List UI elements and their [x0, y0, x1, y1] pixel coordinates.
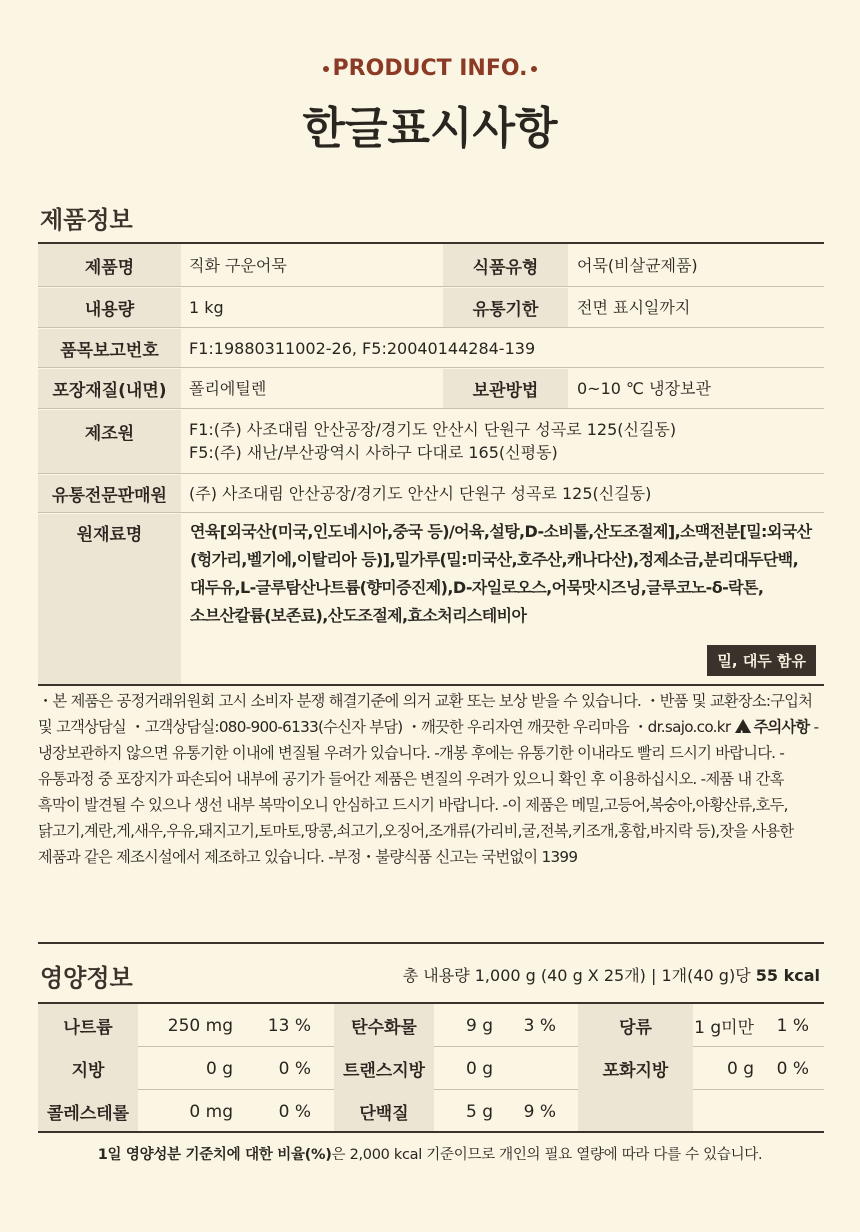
- warning-heading: [735, 718, 810, 736]
- value-manufacturer-2: F5:(주) 새난/부산광역시 사하구 다대로 165(신평동): [189, 443, 558, 462]
- nutrient-amount: 0 g: [205, 1058, 233, 1079]
- nutrient-percent: 0 %: [776, 1058, 809, 1079]
- nutrient-label: 트랜스지방: [334, 1047, 434, 1090]
- kicker-text: PRODUCT INFO.: [332, 56, 528, 81]
- nutrition-title: 영양정보: [40, 964, 133, 992]
- nutrition-kcal: 55 kcal: [755, 966, 820, 985]
- nutrition-row: [38, 1090, 824, 1133]
- nutrient-percent: 0 %: [278, 1101, 311, 1122]
- value-storage: 0~10 ℃ 냉장보관: [577, 379, 711, 398]
- nutrient-amount: 5 g: [465, 1101, 493, 1122]
- row-report-number: [38, 329, 824, 368]
- row-name-type: [38, 244, 824, 287]
- label-packaging: 포장재질(내면): [38, 369, 181, 408]
- value-packaging: 폴리에틸렌: [189, 379, 267, 398]
- nutrient-amount: [693, 1090, 754, 1133]
- nutrient-label: 콜레스테롤: [38, 1090, 138, 1133]
- footnote-text: 은 2,000 kcal 기준이므로 개인의 필요 열량에 따라 다를 수 있습니다.: [331, 1147, 763, 1163]
- nutrient-amount: 0 g: [465, 1058, 493, 1079]
- nutrition-footnote: [0, 1143, 860, 1164]
- allergy-badge: 밀, 대두 함유: [707, 645, 816, 676]
- label-manufacturer: 제조원: [38, 410, 181, 473]
- nutrient-amount: 1 g미만: [694, 1018, 754, 1038]
- nutrient-amount: 0 g: [726, 1058, 754, 1079]
- warning-icon: [735, 719, 751, 733]
- value-manufacturer-1: F1:(주) 사조대림 안산공장/경기도 안산시 단원구 성곡로 125(신길동): [189, 420, 677, 439]
- nutrient-label: 나트륨: [38, 1004, 138, 1047]
- dot-icon: [531, 66, 537, 72]
- nutrient-label: 단백질: [334, 1090, 434, 1133]
- row-distributor: [38, 475, 824, 513]
- value-product-name: 직화 구운어묵: [189, 255, 287, 275]
- value-ingredients: 연육[외국산(미국,인도네시아,중국 등)/어육,설탕,D-소비톨,산도조절제],소맥전분[밀:외국산(헝가리,벨기에,이탈리아 등)],밀가루(밀:미국산,호주산,캐나다산),정제소금,분리대두단백,대두유,L-글루탐산나트륨(향미증진제),D-자일로오스,어묵맛시즈닝,글루코노-δ-락톤,소브산칼륨(보존료),산도조절제,효소처리스테비아: [190, 522, 812, 625]
- value-expiry: 전면 표시일까지: [577, 298, 691, 317]
- nutrition-total-text: 총 내용량 1,000 g (40 g X 25개) | 1개(40 g)당: [402, 966, 756, 985]
- warning-label: 주의사항: [753, 718, 810, 736]
- nutrient-label: 당류: [578, 1004, 693, 1047]
- divider: [38, 1131, 824, 1133]
- nutrient-percent: 0 %: [278, 1058, 311, 1079]
- nutrient-amount: 0 mg: [189, 1101, 233, 1122]
- nutrition-total: [403, 963, 820, 986]
- product-info-kicker: [0, 56, 860, 81]
- product-info-title: 제품정보: [40, 206, 133, 234]
- label-ingredients: 원재료명: [38, 514, 181, 684]
- page-title: 한글표시사항: [302, 103, 558, 154]
- label-report-number: 품목보고번호: [38, 329, 181, 367]
- label-food-type: 식품유형: [443, 244, 568, 286]
- dot-icon: [323, 66, 329, 72]
- row-packaging-storage: [38, 369, 824, 409]
- nutrient-percent: 13 %: [267, 1015, 311, 1036]
- nutrient-percent: 1 %: [776, 1015, 809, 1036]
- value-volume: 1 kg: [189, 298, 224, 317]
- divider: [38, 942, 824, 944]
- nutrient-percent: 9 %: [523, 1101, 556, 1122]
- nutrient-label: 포화지방: [578, 1047, 693, 1090]
- value-food-type: 어묵(비살균제품): [577, 255, 698, 275]
- notice-text: [38, 688, 824, 870]
- nutrient-label: [578, 1090, 693, 1133]
- label-product-name: 제품명: [38, 244, 181, 286]
- label-storage: 보관방법: [443, 369, 568, 408]
- row-volume-expiry: [38, 288, 824, 328]
- label-expiry: 유통기한: [443, 288, 568, 327]
- nutrition-row: [38, 1047, 824, 1090]
- divider: [38, 684, 824, 686]
- nutrient-percent: [754, 1090, 809, 1133]
- footnote-bold: 1일 영양성분 기준치에 대한 비율(%): [97, 1147, 332, 1163]
- value-report-number: F1:19880311002-26, F5:20040144284-139: [189, 338, 536, 358]
- nutrition-row: [38, 1004, 824, 1047]
- label-volume: 내용량: [38, 288, 181, 327]
- nutrient-percent: [493, 1047, 556, 1090]
- row-manufacturer: [38, 410, 824, 474]
- label-distributor: 유통전문판매원: [38, 475, 181, 512]
- value-distributor: (주) 사조대림 안산공장/경기도 안산시 단원구 성곡로 125(신길동): [189, 484, 652, 503]
- warning-text: -냉장보관하지 않으면 유통기한 이내에 변질될 우려가 있습니다. -개봉 후에는 유통기한 이내라도 빨리 드시기 바랍니다. -유통과정 중 포장지가 파손되어 내부에 공기가 들어간 제품은 변질의 우려가 있으니 확인 후 이용하십시오. -제품 내 간혹 흑막이 발견될 수 있으나 생선 내부 복막이오니 안심하고 드시기 바랍니다. -이 제품은 메밀,고등어,복숭아,아황산류,호두,닭고기,계란,게,새우,우유,돼지고기,토마토,땅콩,쇠고기,오징어,조개류(가리비,굴,전복,키조개,홍합,바지락 등),잣을 사용한 제품과 같은 제조시설에서 제조하고 있습니다. -부정・불량식품 신고는 국번없이 1399: [38, 718, 819, 866]
- nutrient-amount: 9 g: [465, 1015, 493, 1036]
- nutrient-label: 지방: [38, 1047, 138, 1090]
- nutrient-amount: 250 mg: [167, 1015, 233, 1036]
- nutrient-label: 탄수화물: [334, 1004, 434, 1047]
- nutrient-percent: 3 %: [523, 1015, 556, 1036]
- notice-general: ・본 제품은 공정거래위원회 고시 소비자 분쟁 해결기준에 의거 교환 또는 보상 받을 수 있습니다. ・반품 및 교환장소:구입처 및 고객상담실 ・고객상담실:080-900-6133(수신자 부담) ・깨끗한 우리자연 깨끗한 우리마음 ・dr.sajo.co.kr: [38, 692, 813, 736]
